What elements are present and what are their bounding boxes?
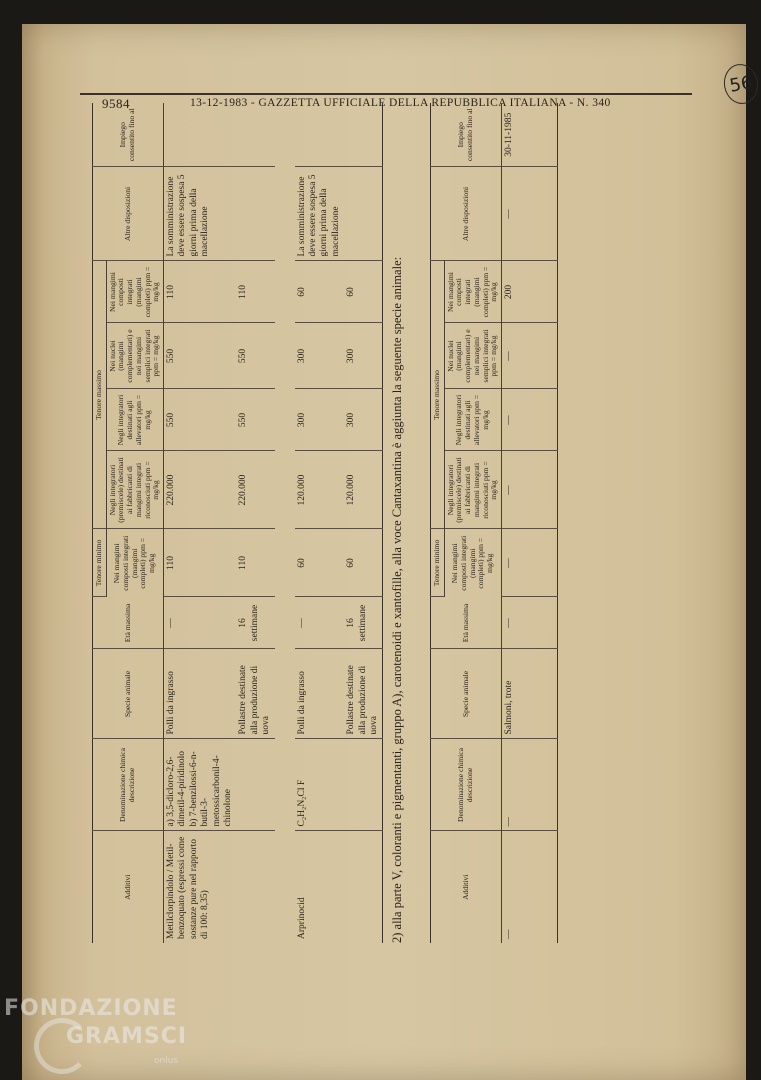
cell-altre (236, 167, 274, 261)
cell-denominazione (344, 739, 383, 831)
cell-additivi (344, 831, 383, 943)
col-denominazione: Denominazione chimica descrizione (93, 739, 164, 831)
watermark-line1: FONDAZIONE (4, 996, 178, 1021)
col-tenore-minimo: Tenore minimo (431, 529, 445, 597)
cell-premiscele: 120.000 (344, 451, 383, 529)
table-row (344, 103, 383, 943)
col-altre: Altre disposizioni (93, 167, 164, 261)
col-denominazione: Denominazione chimica descrizione (431, 739, 502, 831)
table-row (236, 103, 274, 943)
cell-impiego (164, 103, 237, 167)
cell-premiscele: 120.000 (295, 451, 345, 529)
archive-mark: 56 (721, 61, 761, 106)
col-mangimi-completi: Nei mangimi composti integrati (mangimi completi) ppm = mg/kg (106, 529, 163, 597)
table-row (295, 103, 345, 943)
cell-tenore-minimo: 110 (236, 529, 274, 597)
cell-eta: — (502, 597, 558, 649)
cell-nuclei: 550 (236, 323, 274, 389)
additives-table (92, 103, 383, 943)
cell-nuclei: 300 (295, 323, 345, 389)
cell-nuclei: 550 (164, 323, 237, 389)
cell-specie: Salmoni, trote (502, 649, 558, 739)
cantaxantina-table (430, 103, 558, 943)
row-spacer (275, 103, 295, 943)
cell-altre (344, 167, 383, 261)
col-tenore-massimo: Tenore massimo (93, 261, 107, 529)
cell-tenore-minimo: 60 (295, 529, 345, 597)
cell-completi: 110 (164, 261, 237, 323)
cell-completi: 60 (344, 261, 383, 323)
cell-nuclei: — (502, 323, 558, 389)
watermark-line2: GRAMSCI (66, 1024, 188, 1049)
cell-tenore-minimo: 60 (344, 529, 383, 597)
col-tenore-massimo: Tenore massimo (431, 261, 445, 529)
page-number: 9584 (102, 96, 130, 111)
cell-impiego (344, 103, 383, 167)
cell-altre: La somministrazione deve essere sospesa 5 giorni prima della macellazione (295, 167, 345, 261)
cell-premiscele: 220.000 (164, 451, 237, 529)
cell-impiego (295, 103, 345, 167)
header-rule (80, 93, 692, 95)
cell-altre: — (502, 167, 558, 261)
cell-eta: 16 settimane (344, 597, 383, 649)
cell-completi: 60 (295, 261, 345, 323)
col-impiego: Impiego consentito fino al (431, 103, 502, 167)
col-specie: Specie animale (93, 649, 164, 739)
col-integratori-premiscele: Negli integratori (premiscele) destinati ai fabbricanti di mangimi integrati riconosciuti ppm = mg/kg (444, 451, 501, 529)
cell-denominazione: a) 3,5-dicloro-2,6-dimetil-4-piridinolo b) 7-benzilossi-6-n-butil-3-metossicarbonil-4-chinolone (164, 739, 237, 831)
cell-additivi: Arprinocid (296, 897, 307, 939)
cell-tenore-minimo: 110 (164, 529, 237, 597)
cell-allevatori: 550 (164, 389, 237, 451)
cell-specie: Polli da ingrasso (295, 649, 345, 739)
cell-eta: — (295, 597, 345, 649)
cell-premiscele: 220.000 (236, 451, 274, 529)
col-integratori-allevatori: Negli integratori destinati agli allevatori ppm = mg/kg (444, 389, 501, 451)
amendment-note: 2) alla parte V, coloranti e pigmentanti, gruppo A), carotenoidi e xantofille, alla voce Cantaxantina è aggiunta la seguente specie animale: (390, 256, 404, 943)
col-tenore-minimo: Tenore minimo (93, 529, 107, 597)
cell-eta: — (164, 597, 237, 649)
cell-specie: Pollastre destinate alla produzione di uova (344, 649, 383, 739)
cell-impiego (236, 103, 274, 167)
col-additivi: Additivi (431, 831, 502, 943)
table-row (502, 103, 558, 943)
col-eta: Età massima (93, 597, 164, 649)
col-integratori-allevatori: Negli integratori destinati agli allevatori ppm = mg/kg (106, 389, 163, 451)
cell-completi: 110 (236, 261, 274, 323)
cell-denominazione (236, 739, 274, 831)
col-mangimi-completi: Nei mangimi composti integrati (mangimi completi) ppm = mg/kg (444, 529, 501, 597)
cell-nuclei: 300 (344, 323, 383, 389)
cell-premiscele: — (502, 451, 558, 529)
watermark-onlus: onlus (154, 1056, 179, 1066)
cell-additivi (236, 831, 274, 943)
col-altre: Altre disposizioni (431, 167, 502, 261)
cell-impiego: 30-11-1985 (502, 103, 558, 167)
cell-allevatori: 300 (295, 389, 345, 451)
fondazione-gramsci-watermark (4, 996, 194, 1076)
cell-altre: La somministrazione deve essere sospesa 5 giorni prima della macellazione (164, 167, 237, 261)
col-mangimi-completi-max: Nei mangimi composti integrati (mangimi completi) ppm = mg/kg (444, 261, 501, 323)
cell-allevatori: — (502, 389, 558, 451)
cell-denominazione: — (502, 739, 558, 831)
cell-tenore-minimo: — (502, 529, 558, 597)
col-additivi: Additivi (93, 831, 164, 943)
cell-allevatori: 300 (344, 389, 383, 451)
cell-additivi: Metilclorpindolo / Metil-benzoquato (espressi come sostanze pure nel rapporto di 100: 8,35) (166, 836, 211, 939)
col-mangimi-completi-max: Nei mangimi composti integrati (mangimi completi) ppm = mg/kg (106, 261, 163, 323)
rotated-content (82, 103, 688, 953)
cell-specie: Polli da ingrasso (164, 649, 237, 739)
cell-allevatori: 550 (236, 389, 274, 451)
cell-eta: 16 settimane (236, 597, 274, 649)
cell-completi: 200 (502, 261, 558, 323)
col-integratori-premiscele: Negli integratori (premiscele) destinati ai fabbricanti di mangimi integrati riconosciuti ppm = mg/kg (106, 451, 163, 529)
col-specie: Specie animale (431, 649, 502, 739)
cell-specie: Pollastre destinate alla produzione di uova (236, 649, 274, 739)
col-eta: Età massima (431, 597, 502, 649)
cell-denominazione: C₂H₂N₂Cl F (295, 739, 345, 831)
cell-additivi: — (504, 929, 515, 939)
col-nuclei: Nei nuclei (mangimi complementari) e nei mangimi semplici integrati ppm = mg/kg (444, 323, 501, 389)
running-header: 13-12-1983 - GAZZETTA UFFICIALE DELLA REPUBBLICA ITALIANA - N. 340 (190, 97, 611, 109)
col-nuclei: Nei nuclei (mangimi complementari) e nei mangimi semplici integrati ppm = mg/kg (106, 323, 163, 389)
col-impiego: Impiego consentito fino al (93, 103, 164, 167)
table-row (164, 103, 237, 943)
